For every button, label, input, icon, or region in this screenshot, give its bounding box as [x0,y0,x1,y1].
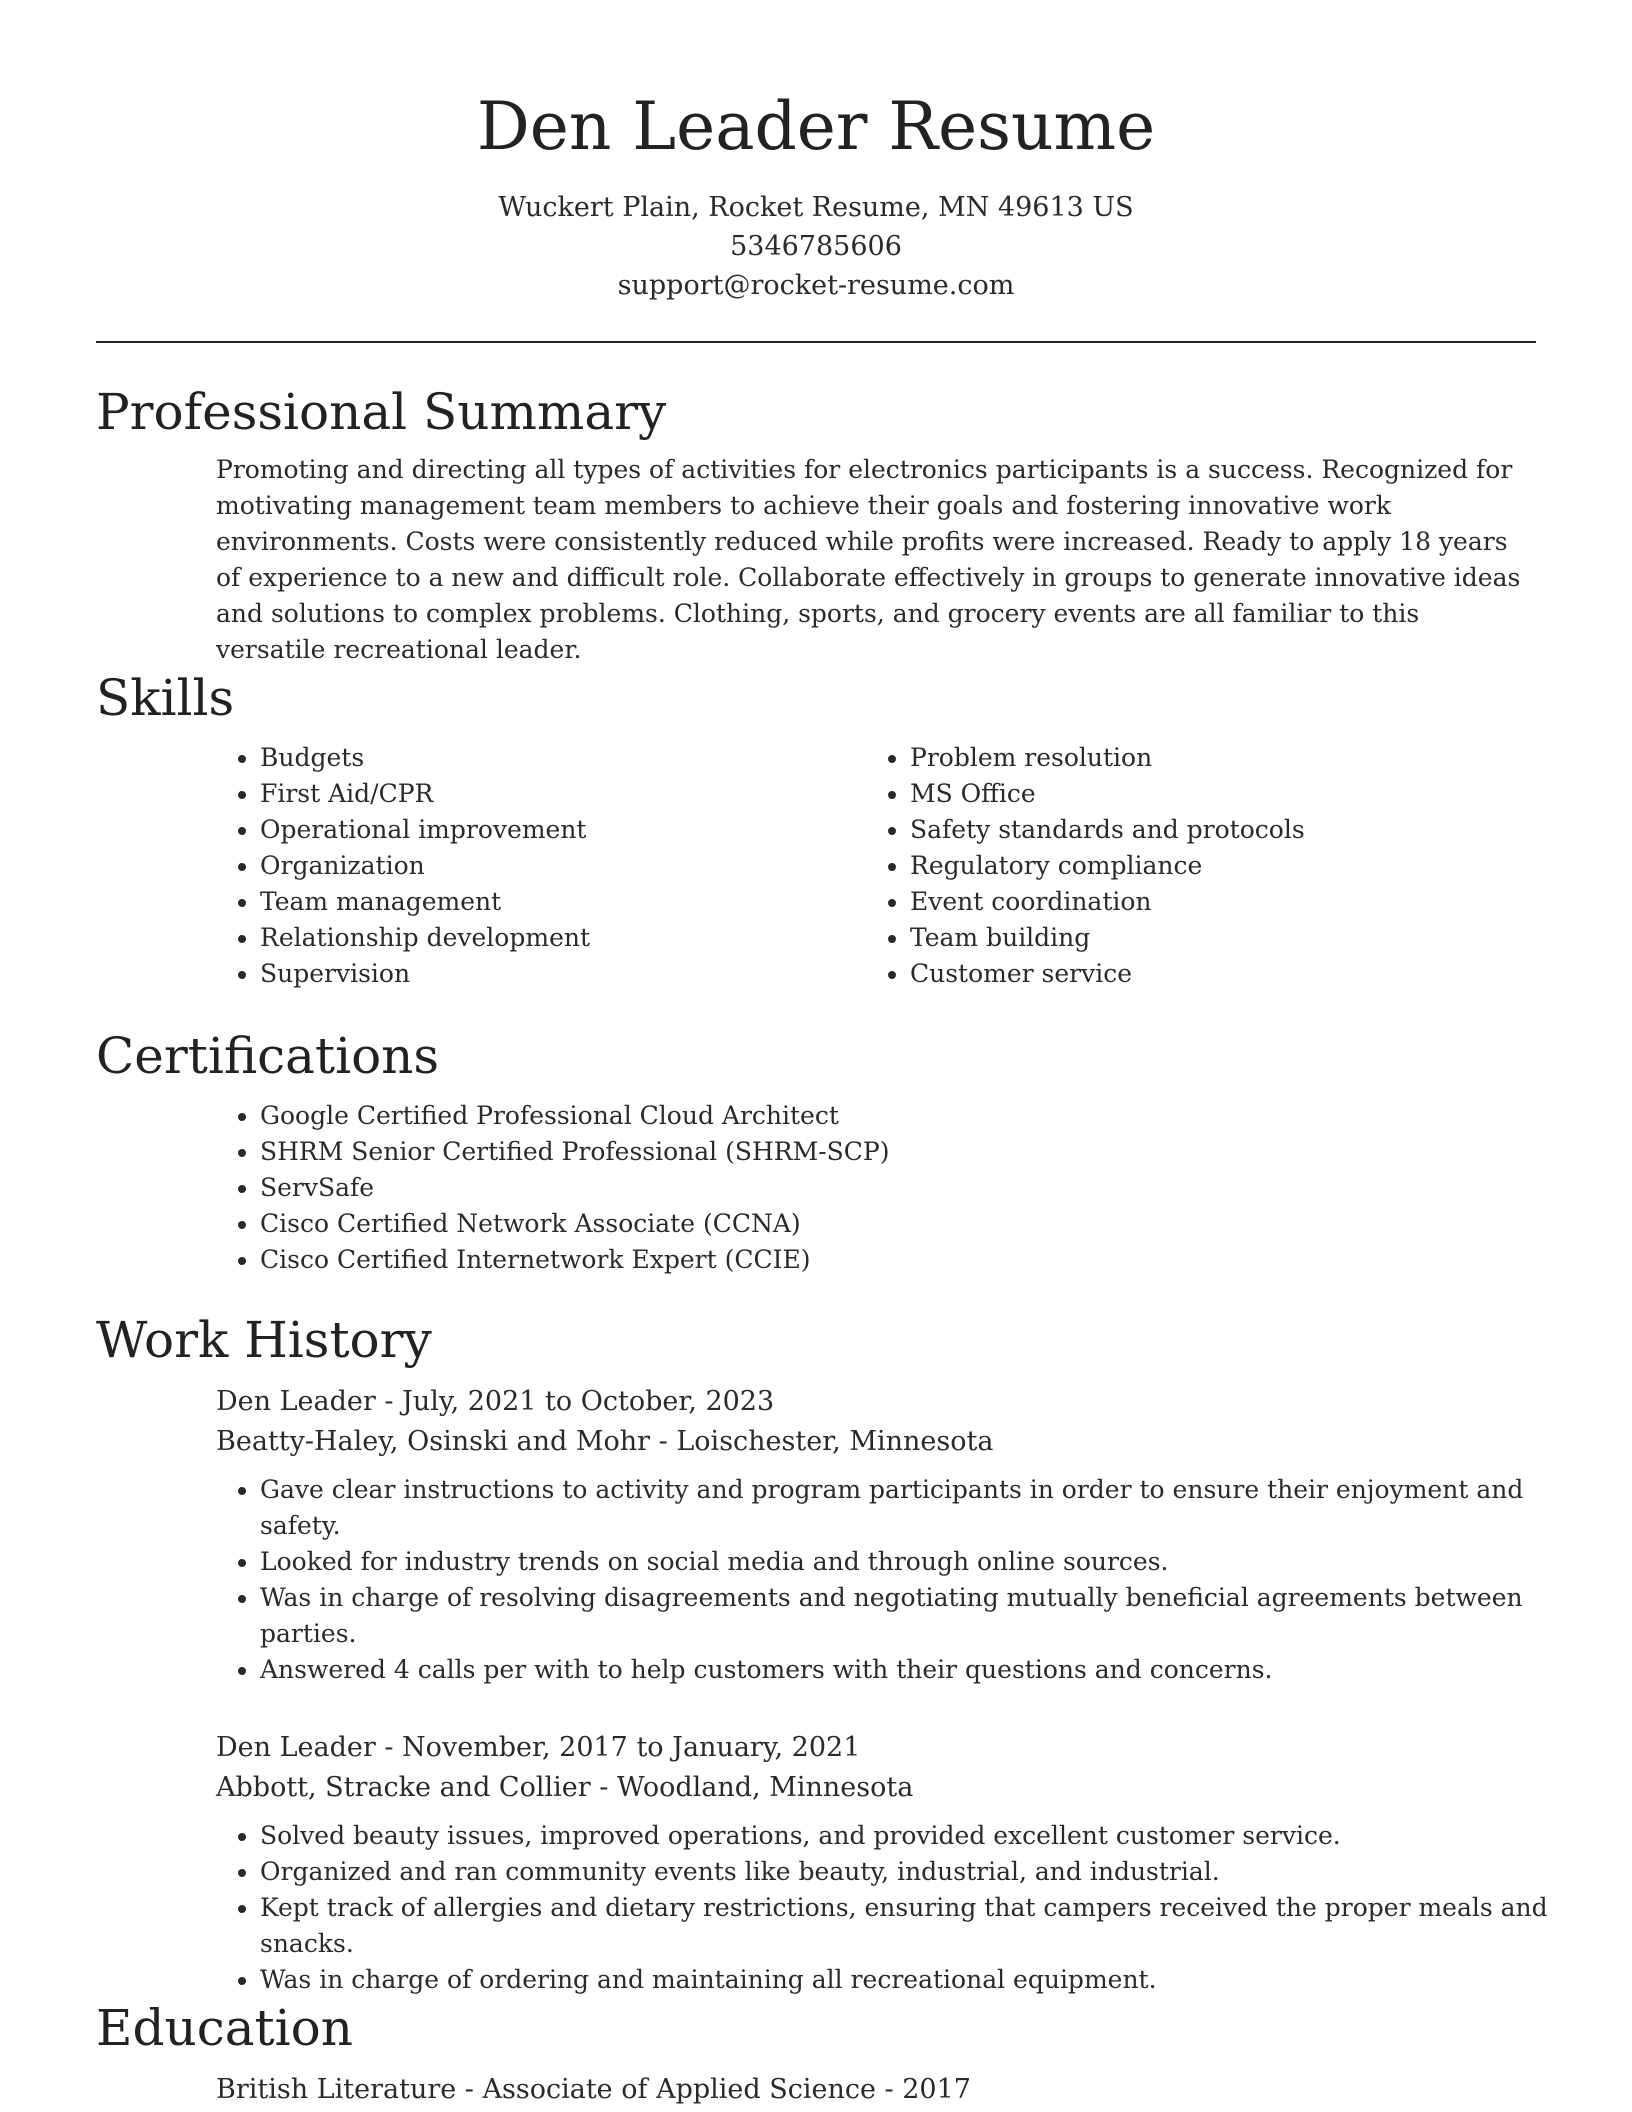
summary-text: Promoting and directing all types of activities for electronics participants is a success. Recognized for motivating management team members to achieve their goals and fostering innovative work environments. Costs were consistently reduced while profits were increased. Ready to apply 18 years of experience to a new and difficult role. Collaborate effectively in groups to generate innovative ideas and solutions to complex problems. Clothing, sports, and grocery events are all familiar to this versatile recreational leader. [216,455,1521,664]
skill-item: • MS Office [910,776,1516,812]
job-company: Abbott, Stracke and Collier - Woodland, Minnesota [216,1772,914,1803]
contact-block [0,188,1632,305]
certifications-section [96,1024,1536,1278]
skill-item: • Team building [910,920,1516,956]
summary-heading: Professional Summary [96,383,667,441]
skill-item: • Budgets [260,740,866,776]
job-heading: Den Leader - November, 2017 to January, 2021 [216,1732,861,1763]
skill-item: • Operational improvement [260,812,866,848]
certification-item: • Cisco Certified Network Associate (CCNA) [260,1206,1536,1242]
skills-heading: Skills [96,669,235,727]
skill-item: • Regulatory compliance [910,848,1516,884]
skills-column-left [216,740,866,992]
duty-item: • Answered 4 calls per with to help customers with their questions and concerns. [260,1652,1556,1688]
certification-item: • Google Certified Professional Cloud Architect [260,1098,1536,1134]
skills-columns [216,740,1536,992]
job-entry [216,1382,1536,1688]
contact-phone: 5346785606 [730,231,902,262]
skill-item: • Safety standards and protocols [910,812,1516,848]
duty-item: • Solved beauty issues, improved operations, and provided excellent customer service. [260,1818,1556,1854]
header-divider [96,341,1536,343]
skill-item: • Organization [260,848,866,884]
duty-item: • Looked for industry trends on social media and through online sources. [260,1544,1556,1580]
education-entry: British Literature - Associate of Applied Science - 2017 [216,2074,971,2105]
resume-header [0,0,1632,305]
skill-item: • Problem resolution [910,740,1516,776]
job-duties [216,1472,1556,1688]
resume-title: Den Leader Resume [476,88,1156,165]
contact-email: support@rocket-resume.com [617,270,1015,301]
certifications-list [216,1098,1536,1278]
duty-item: • Was in charge of resolving disagreements and negotiating mutually beneficial agreements between parties. [260,1580,1556,1652]
skills-column-right [866,740,1516,992]
certification-item: • ServSafe [260,1170,1536,1206]
skill-item: • Relationship development [260,920,866,956]
job-heading: Den Leader - July, 2021 to October, 2023 [216,1386,775,1417]
skill-item: • Event coordination [910,884,1516,920]
job-entry [216,1728,1548,1998]
duty-item: • Was in charge of ordering and maintaining all recreational equipment. [260,1962,1556,1998]
skill-item: • Customer service [910,956,1516,992]
certification-item: • SHRM Senior Certified Professional (SHRM-SCP) [260,1134,1536,1170]
duty-item: • Organized and ran community events like beauty, industrial, and industrial. [260,1854,1556,1890]
education-heading: Education [96,1999,353,2057]
skill-item: • Supervision [260,956,866,992]
certification-item: • Cisco Certified Internetwork Expert (CCIE) [260,1242,1536,1278]
work-history-section [96,1308,1548,1998]
skills-section [96,666,1536,992]
certifications-heading: Certifications [96,1027,440,1085]
job-company: Beatty-Haley, Osinski and Mohr - Loischester, Minnesota [216,1426,994,1457]
education-section [96,1996,1536,2110]
work-history-heading: Work History [96,1311,432,1369]
duty-item: • Gave clear instructions to activity and program participants in order to ensure their enjoyment and safety. [260,1472,1556,1544]
summary-section [96,380,1536,668]
job-duties [216,1818,1556,1998]
skill-item: • First Aid/CPR [260,776,866,812]
contact-address: Wuckert Plain, Rocket Resume, MN 49613 US [498,192,1134,223]
duty-item: • Kept track of allergies and dietary restrictions, ensuring that campers received the proper meals and snacks. [260,1890,1556,1962]
skill-item: • Team management [260,884,866,920]
